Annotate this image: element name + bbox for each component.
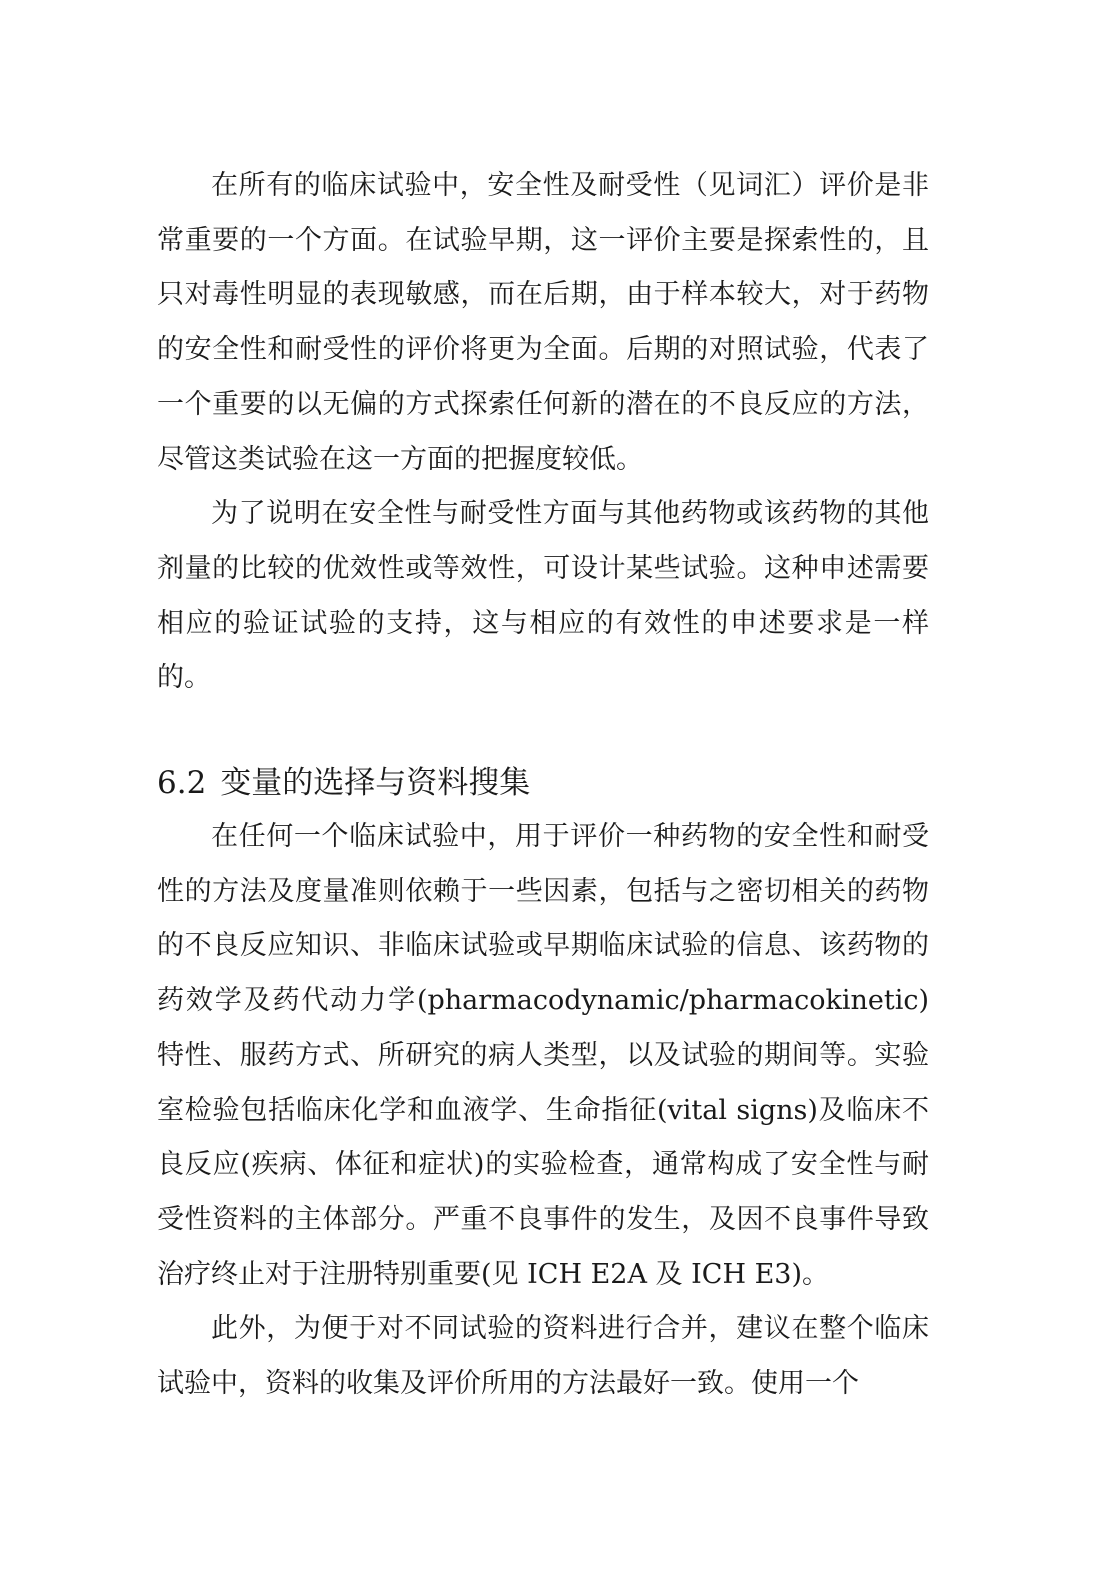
section-heading	[157, 756, 929, 810]
section-number: 6.2	[157, 765, 207, 802]
paragraph-safety-evaluation: 在所有的临床试验中，安全性及耐受性（见词汇）评价是非常重要的一个方面。在试验早期，这一评价主要是探索性的，且只对毒性明显的表现敏感，而在后期，由于样本较大，对于药物的安全性和耐受性的评价将更为全面。后期的对照试验，代表了一个重要的以无偏的方式探索任何新的潜在的不良反应的方法，尽管这类试验在这一方面的把握度较低。	[157, 170, 929, 475]
document-page	[157, 159, 929, 1412]
paragraph-measurement-methods: 在任何一个临床试验中，用于评价一种药物的安全性和耐受性的方法及度量准则依赖于一些因素，包括与之密切相关的药物的不良反应知识、非临床试验或早期临床试验的信息、该药物的药效学及药代动力学(pharmacodynamic/pharmacokinetic)特性、服药方式、所研究的病人类型，以及试验的期间等。实验室检验包括临床化学和血液学、生命指征(vital signs)及临床不良反应(疾病、体征和症状)的实验检查，通常构成了安全性与耐受性资料的主体部分。严重不良事件的发生，及因不良事件导致治疗终止对于注册特别重要(见 ICH E2A 及 ICH E3)。	[157, 821, 929, 1290]
paragraph-comparison-trials: 为了说明在安全性与耐受性方面与其他药物或该药物的其他剂量的比较的优效性或等效性，可设计某些试验。这种申述需要相应的验证试验的支持，这与相应的有效性的申述要求是一样的。	[157, 498, 929, 694]
section-title: 变量的选择与资料搜集	[220, 765, 531, 802]
paragraph-data-consistency: 此外，为便于对不同试验的资料进行合并，建议在整个临床试验中，资料的收集及评价所用的方法最好一致。使用一个	[157, 1313, 929, 1400]
